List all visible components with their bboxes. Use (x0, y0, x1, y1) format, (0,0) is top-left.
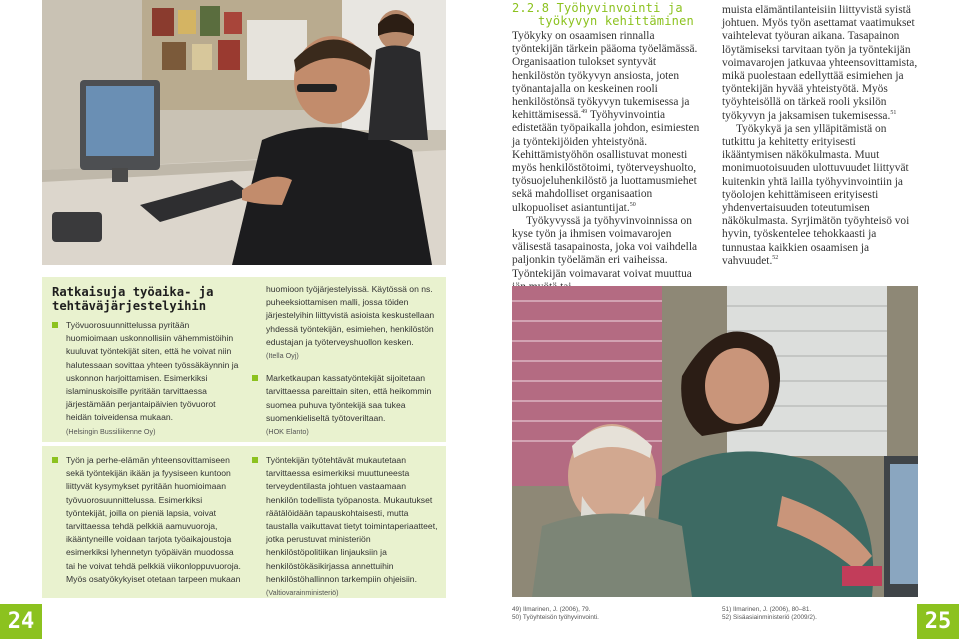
source-itella: (Itella Oyj) (266, 351, 299, 361)
text-column-2 (722, 4, 918, 268)
photo-office-workers-image (42, 0, 446, 265)
photo-colleagues-image (512, 286, 918, 597)
section-title-line2: työkyvyn kehittäminen (538, 14, 694, 28)
footnote-52: 52) Sisäasiainministeriö (2009/2). (722, 614, 817, 621)
column1-paragraph1: Työkyky on osaamisen rinnalla työntekijän tärkein pääoma työelämässä. Organisaation tulokset syntyvät henkilöstön työkyvyn ansiosta, joten työnantajalla on keskeinen rooli henkilöstönsä työkyvyn tukemisessa ja kehittämisessä.$^{49}$ Työhyvinvointia edistetään työpaikalla johdon, esimiesten ja työntekijöiden yhteistyönä. Kehittämistyöhön osallistuvat monesti myös henkilöstötoimi, työterveyshuolto, työsuojeluhenkilöstö ja luottamusmiehet sekä mahdolliset organisaation ulkopuoliset asiantuntijat.$^{50}$ (512, 30, 700, 214)
section-number: 2.2.8 (512, 1, 550, 15)
solutions-box-lower-left-column (52, 454, 242, 586)
footnotes-right (722, 606, 912, 622)
photo-office-workers (42, 0, 446, 265)
solutions-box-title: Ratkaisuja työaika- ja tehtäväjärjestelyihin (52, 285, 214, 313)
green-square-bullet-icon (52, 322, 58, 328)
column1-paragraph2: Työkyvyssä ja työhyvinvoinnissa on kyse työn ja ihmisen voimavarojen välisestä tasapainosta, joka voi vaihdella paljonkin työelämän eri vaiheissa. Työntekijän voimavarat voivat muuttua (512, 214, 698, 280)
footnote-ref-50: 50 (629, 201, 636, 208)
solution-item-cashier-pairs: Marketkaupan kassatyöntekijät sijoitetaan tarvittaessa pareittain siten, että heikommin suomea puhuva työntekijä saa tukea suomenkieliseltä työtoveriltaan. (HOK Elanto) (252, 372, 440, 438)
solution-item-religious-shifts: Työvuorosuunnittelussa pyritään huomioimaan uskonnollisiin vähemmistöihin kuuluvat työntekijät siten, että he voivat niin halutessaan sovittaa yhteen työssäkäynnin ja uskonnon harjoittamisen. Esimerkiksi islaminuskoisille pyritään tarvittaessa järjestämään perjantaipäivien työvuorot heidän toiveidensa mukaan. (Helsingin Bussiliikenne Oy) (52, 319, 242, 438)
solutions-box-lower (42, 446, 446, 598)
solutions-box-lower-right-column (252, 454, 440, 599)
solutions-box-upper (42, 277, 446, 442)
section-heading (512, 2, 712, 28)
page-number-right: 25 (917, 604, 959, 639)
footnote-ref-51: 51 (890, 109, 897, 116)
footnote-51: 51) Ilmarinen, J. (2006), 80–81. (722, 606, 812, 613)
solution-item-task-adjustment: Työntekijän työtehtävät mukautetaan tarvittaessa esimerkiksi muuttuneesta terveydentilasta johtuen vastaamaan henkilön todellista työpanosta. Mukautukset räätälöidään tapauskohtaisesti, mutta taustalla vaikuttavat tietyt toimintaperiaatteet, jotka perustuvat ministeriön henkilöstöpolitiikan linjauksiin ja henkilöstökäsikirjassa annettuihin henkilöstöhallinnon tarkempiin ohjeisiin. (Valtiovarainministeriö) (252, 454, 440, 599)
footnote-50: 50) Työyhteisön työhyvinvointi. (512, 614, 599, 621)
source-hok-elanto: (HOK Elanto) (266, 427, 309, 437)
footnote-ref-49: 49 (581, 109, 588, 116)
solution-item-family-continued: huomioon työjärjestelyissä. Käytössä on ns. puheeksiottamisen malli, jossa töiden järjestelyihin liittyvistä asioista keskustellaan yhdessä työntekijän, esimiehen, henkilöstön edustajan ja työterveyshuollon kesken. (Itella Oyj) (266, 284, 435, 361)
column2-paragraph2: Työkykyä ja sen ylläpitämistä on tutkittu ja kehitetty erityisesti ikääntymisen näkökulmasta. Muut monimuotoisuuden ulottuvuudet liittyvät kuitenkin yhtä lailla työhyvinvointiin ja työolojen kehittämiseen erityisesti yhdenvertaisuuden toteutumisen näkökulmasta. Syrjimätön työyhteisö voi hyvin, työskentelee tehokkaasti ja tunnustaa kaikkien osaamisen ja vahvuudet.$^{52}$ (722, 122, 910, 267)
footnotes-left (512, 606, 712, 622)
source-helsingin-bussiliikenne: (Helsingin Bussiliikenne Oy) (66, 426, 156, 436)
green-square-bullet-icon (52, 457, 58, 463)
source-valtiovarainministerio: (Valtiovarainministeriö) (266, 588, 339, 598)
solution-item-family-work-balance: Työn ja perhe-elämän yhteensovittamiseen sekä työntekijän ikään ja fyysiseen kuntoon liittyvät kysymykset pyritään huomioimaan työvuorosuunnittelussa. Esimerkiksi työntekijät, joilla on pieniä lapsia, voivat tarvittaessa tehdä pelkkiä aamuvuoroja, ikääntyneille voidaan tarjota työaikajoustoja esimerkiksi lyhennetyn työpäivän muodossa tai he voivat tehdä pelkkiä viikonloppuvuoroja. Myös osatyökykyiset otetaan tarpeen mukaan (52, 454, 242, 586)
column2-paragraph1: muista elämäntilanteisiin liittyvistä syistä johtuen. Myös työn asettamat vaatimukset vaihtelevat työuran aikana. Tasapainon löytämiseksi tarvitaan työn ja työntekijän voimavarojen jatkuvaa yhteensovittamista, mikä puolestaan edellyttää esimiehen ja työntekijän hyvää yhteistyötä. Myös työyhteisöllä on tärkeä rooli yksilön työkyvyn ja jaksamisen tukemisessa.$^{51}$ (722, 4, 918, 122)
green-square-bullet-icon (252, 457, 258, 463)
section-title-line1: Työhyvinvointi ja (556, 1, 683, 15)
green-square-bullet-icon (252, 375, 258, 381)
solutions-box-upper-left-column (52, 319, 242, 438)
footnote-ref-52: 52 (772, 255, 779, 262)
text-column-1 (512, 30, 708, 294)
photo-colleagues-at-computer (512, 286, 918, 597)
page-number-left: 24 (0, 604, 42, 639)
solutions-box-upper-right-column (252, 283, 440, 438)
footnote-49: 49) Ilmarinen, J. (2006), 79. (512, 606, 591, 613)
